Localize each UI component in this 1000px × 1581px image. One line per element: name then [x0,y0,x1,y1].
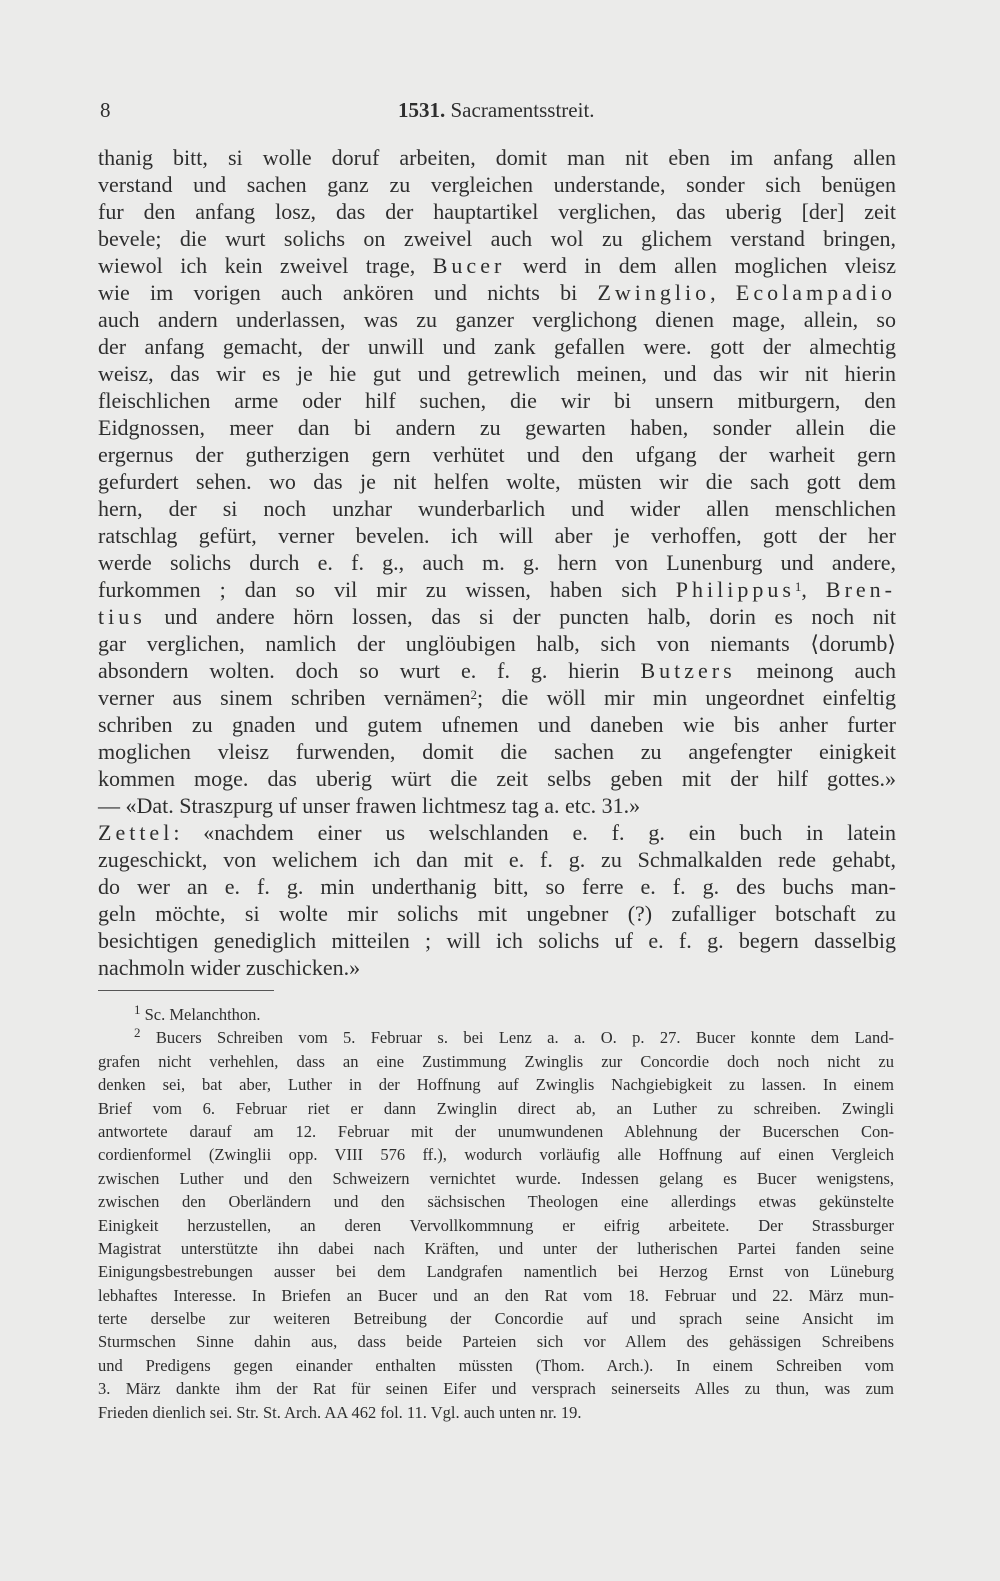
footnote-marker: 1 [134,1002,141,1017]
text-line: ratschlag gefürt, verner bevelen. ich will aber je verhoffen, gott der her [98,523,896,548]
text-line: auch andern underlassen, was zu ganzer verglichong dienen mage, allein, so [98,307,896,332]
footnote-line: und Predigens gegen einander enthalten müssten (Thom. Arch.). In einem Schreiben vom [98,1355,894,1375]
spaced-name: Ecolampadio [735,280,896,305]
text-line: besichtigen genediglich mitteilen ; will ich solichs uf e. f. g. begern dasselbig [98,928,896,953]
footnote-line: terte derselbe zur weiteren Betreibung der Concordie auf und sprach seine Ansicht im [98,1309,894,1329]
text-line: der anfang gemacht, der unwill und zank gefallen were. gott der almechtig [98,334,896,359]
footnote-line: Einigungsbestrebungen ausser bei dem Landgrafen namentlich bei Herzog Ernst von Lüneburg [98,1262,894,1282]
text-line: geln möchte, si wolte mir solichs mit ungebner (?) zufalliger botschaft zu [98,901,896,926]
footnote-separator [98,990,274,991]
footnote-line: denken sei, bat aber, Luther in der Hoffnung auf Zwinglis Nachgiebigkeit zu lassen. In einem [98,1075,894,1095]
footnotes [98,1003,894,1424]
page-number: 8 [100,98,111,122]
footnote-line: Einigkeit herzustellen, an deren Vervollkommnung er eifrig arbeitete. Der Strassburger [98,1215,894,1235]
footnote-ref: 2 [470,687,478,702]
text-line: do wer an e. f. g. min underthanig bitt, so ferre e. f. g. des buchs man- [98,874,896,899]
spaced-name: Philippus [675,577,795,602]
spaced-name: Zettel [98,820,174,845]
text-line: schriben zu gnaden und gutem ufnemen und daneben wie bis anher furter [98,712,896,737]
text-line: tius und andere hörn lossen, das si der puncten halb, dorin es noch nit [98,604,896,629]
footnote-line: Frieden dienlich sei. Str. St. Arch. AA 462 fol. 11. Vgl. auch unten nr. 19. [98,1402,582,1422]
text-line: bevele; die wurt solichs on zweivel auch wol zu glichem verstand bringen, [98,226,896,251]
spaced-name: Bucer [432,253,506,278]
footnote-line: zwischen den Oberländern und den sächsischen Theologen eine allerdings etwas gekünstelte [98,1192,894,1212]
text-line: furkommen ; dan so vil mir zu wissen, haben sich Philippus$^1$, Bren- [98,577,896,602]
text-line: — «Dat. Straszpurg uf unser frawen lichtmesz tag a. etc. 31.» [98,793,641,818]
spaced-name: Zwinglio [597,280,711,305]
text-line: werde solichs durch e. f. g., auch m. g. hern von Lunenburg und andere, [98,550,896,575]
footnote-line: $^2$ Bucers Schreiben vom 5. Februar s. bei Lenz a. a. O. p. 27. Bucer konnte dem Land- [134,1025,894,1048]
text-line: weisz, das wir es je hie gut und getrewlich meinen, und das wir nit hierin [98,361,896,386]
text-line: Eidgnossen, meer dan bi andern zu gewarten haben, sonder allein die [98,415,896,440]
text-line: nachmoln wider zuschicken.» [98,955,361,980]
text-line: moglichen vleisz furwenden, domit die sachen zu angefengter einigkeit [98,739,896,764]
footnote-line: grafen nicht verhehlen, dass an eine Zustimmung Zwinglis zur Concordie doch noch nicht zu [98,1051,894,1071]
spaced-name: Bren- [825,577,896,602]
running-title [398,98,595,123]
page-header [98,98,898,128]
text-line: verner aus sinem schriben vernämen$^2$; die wöll mir min ungeordnet einfeltig [98,685,896,710]
running-title-text: Sacramentsstreit. [450,98,595,122]
text-line: hern, der si noch unzhar wunderbarlich und wider allen menschlichen [98,496,896,521]
text-line: wie im vorigen auch ankören und nichts bi Zwinglio, Ecolampadio [98,280,896,305]
text-line: verstand und sachen ganz zu vergleichen understande, sonder sich benügen [98,172,896,197]
text-line: ergernus der gutherzigen gern verhütet und den ufgang der warheit gern [98,442,896,467]
footnote-line: $^1$ Sc. Melanchthon. [134,1002,261,1024]
text-line: absondern wolten. doch so wurt e. f. g. hierin Butzers meinong auch [98,658,896,683]
footnote-line: cordienformel (Zwinglii opp. VIII 576 ff.), wodurch vorläufig alle Hoffnung auf einen Vergleich [98,1145,894,1165]
footnote-line: Brief vom 6. Februar riet er dann Zwinglin direct ab, an Luther zu schreiben. Zwingli [98,1098,894,1118]
text-line: fur den anfang losz, das der hauptartikel verglichen, das uberig [der] zeit [98,199,896,224]
footnote-line: lebhaftes Interesse. In Briefen an Bucer und an den Rat vom 18. Februar und 22. März mun- [98,1285,894,1305]
text-line: kommen moge. das uberig würt die zeit selbs geben mit der hilf gottes.» [98,766,896,791]
text-line: thanig bitt, si wolle doruf arbeiten, domit man nit eben im anfang allen [98,145,896,170]
footnote-marker: 2 [134,1025,141,1041]
spaced-name: Butzers [640,658,736,683]
footnote-line: Magistrat unterstützte ihn dabei nach Kräften, und unter der lutherischen Partei fanden seine [98,1238,894,1258]
footnote-ref: 1 [794,579,802,594]
text-line: zugeschickt, von welichem ich dan mit e. f. g. zu Schmalkalden rede gehabt, [98,847,896,872]
text-line: gar verglichen, namlich der unglöubigen halb, sich von niemants ⟨dorumb⟩ [98,631,896,656]
text-line: Zettel: «nachdem einer us welschlanden e. f. g. ein buch in latein [98,820,896,845]
footnote-line: antwortete darauf am 12. Februar mit der unumwundenen Ablehnung der Bucerschen Con- [98,1121,894,1141]
text-line: gefurdert sehen. wo das je nit helfen wolte, müsten wir die sach gott dem [98,469,896,494]
footnote-line: zwischen Luther und den Schweizern vernichtet wurde. Indessen gelang es Bucer wenigstens, [98,1168,894,1188]
text-line: fleischlichen arme oder hilf suchen, die wir bi unsern mitburgern, den [98,388,896,413]
running-title-year: 1531. [398,98,446,122]
spaced-name: tius [98,604,146,629]
footnote-line: 3. März dankte ihm der Rat für seinen Eifer und versprach seinerseits Alles zu thun, was zum [98,1379,894,1399]
footnote-line: Sturmschen Sinne dahin aus, dass beide Parteien sich vor Allem des gehässigen Schreibens [98,1332,894,1352]
main-text [98,144,896,981]
text-line: wiewol ich kein zweivel trage, Bucer werd in dem allen moglichen vleisz [98,253,896,278]
